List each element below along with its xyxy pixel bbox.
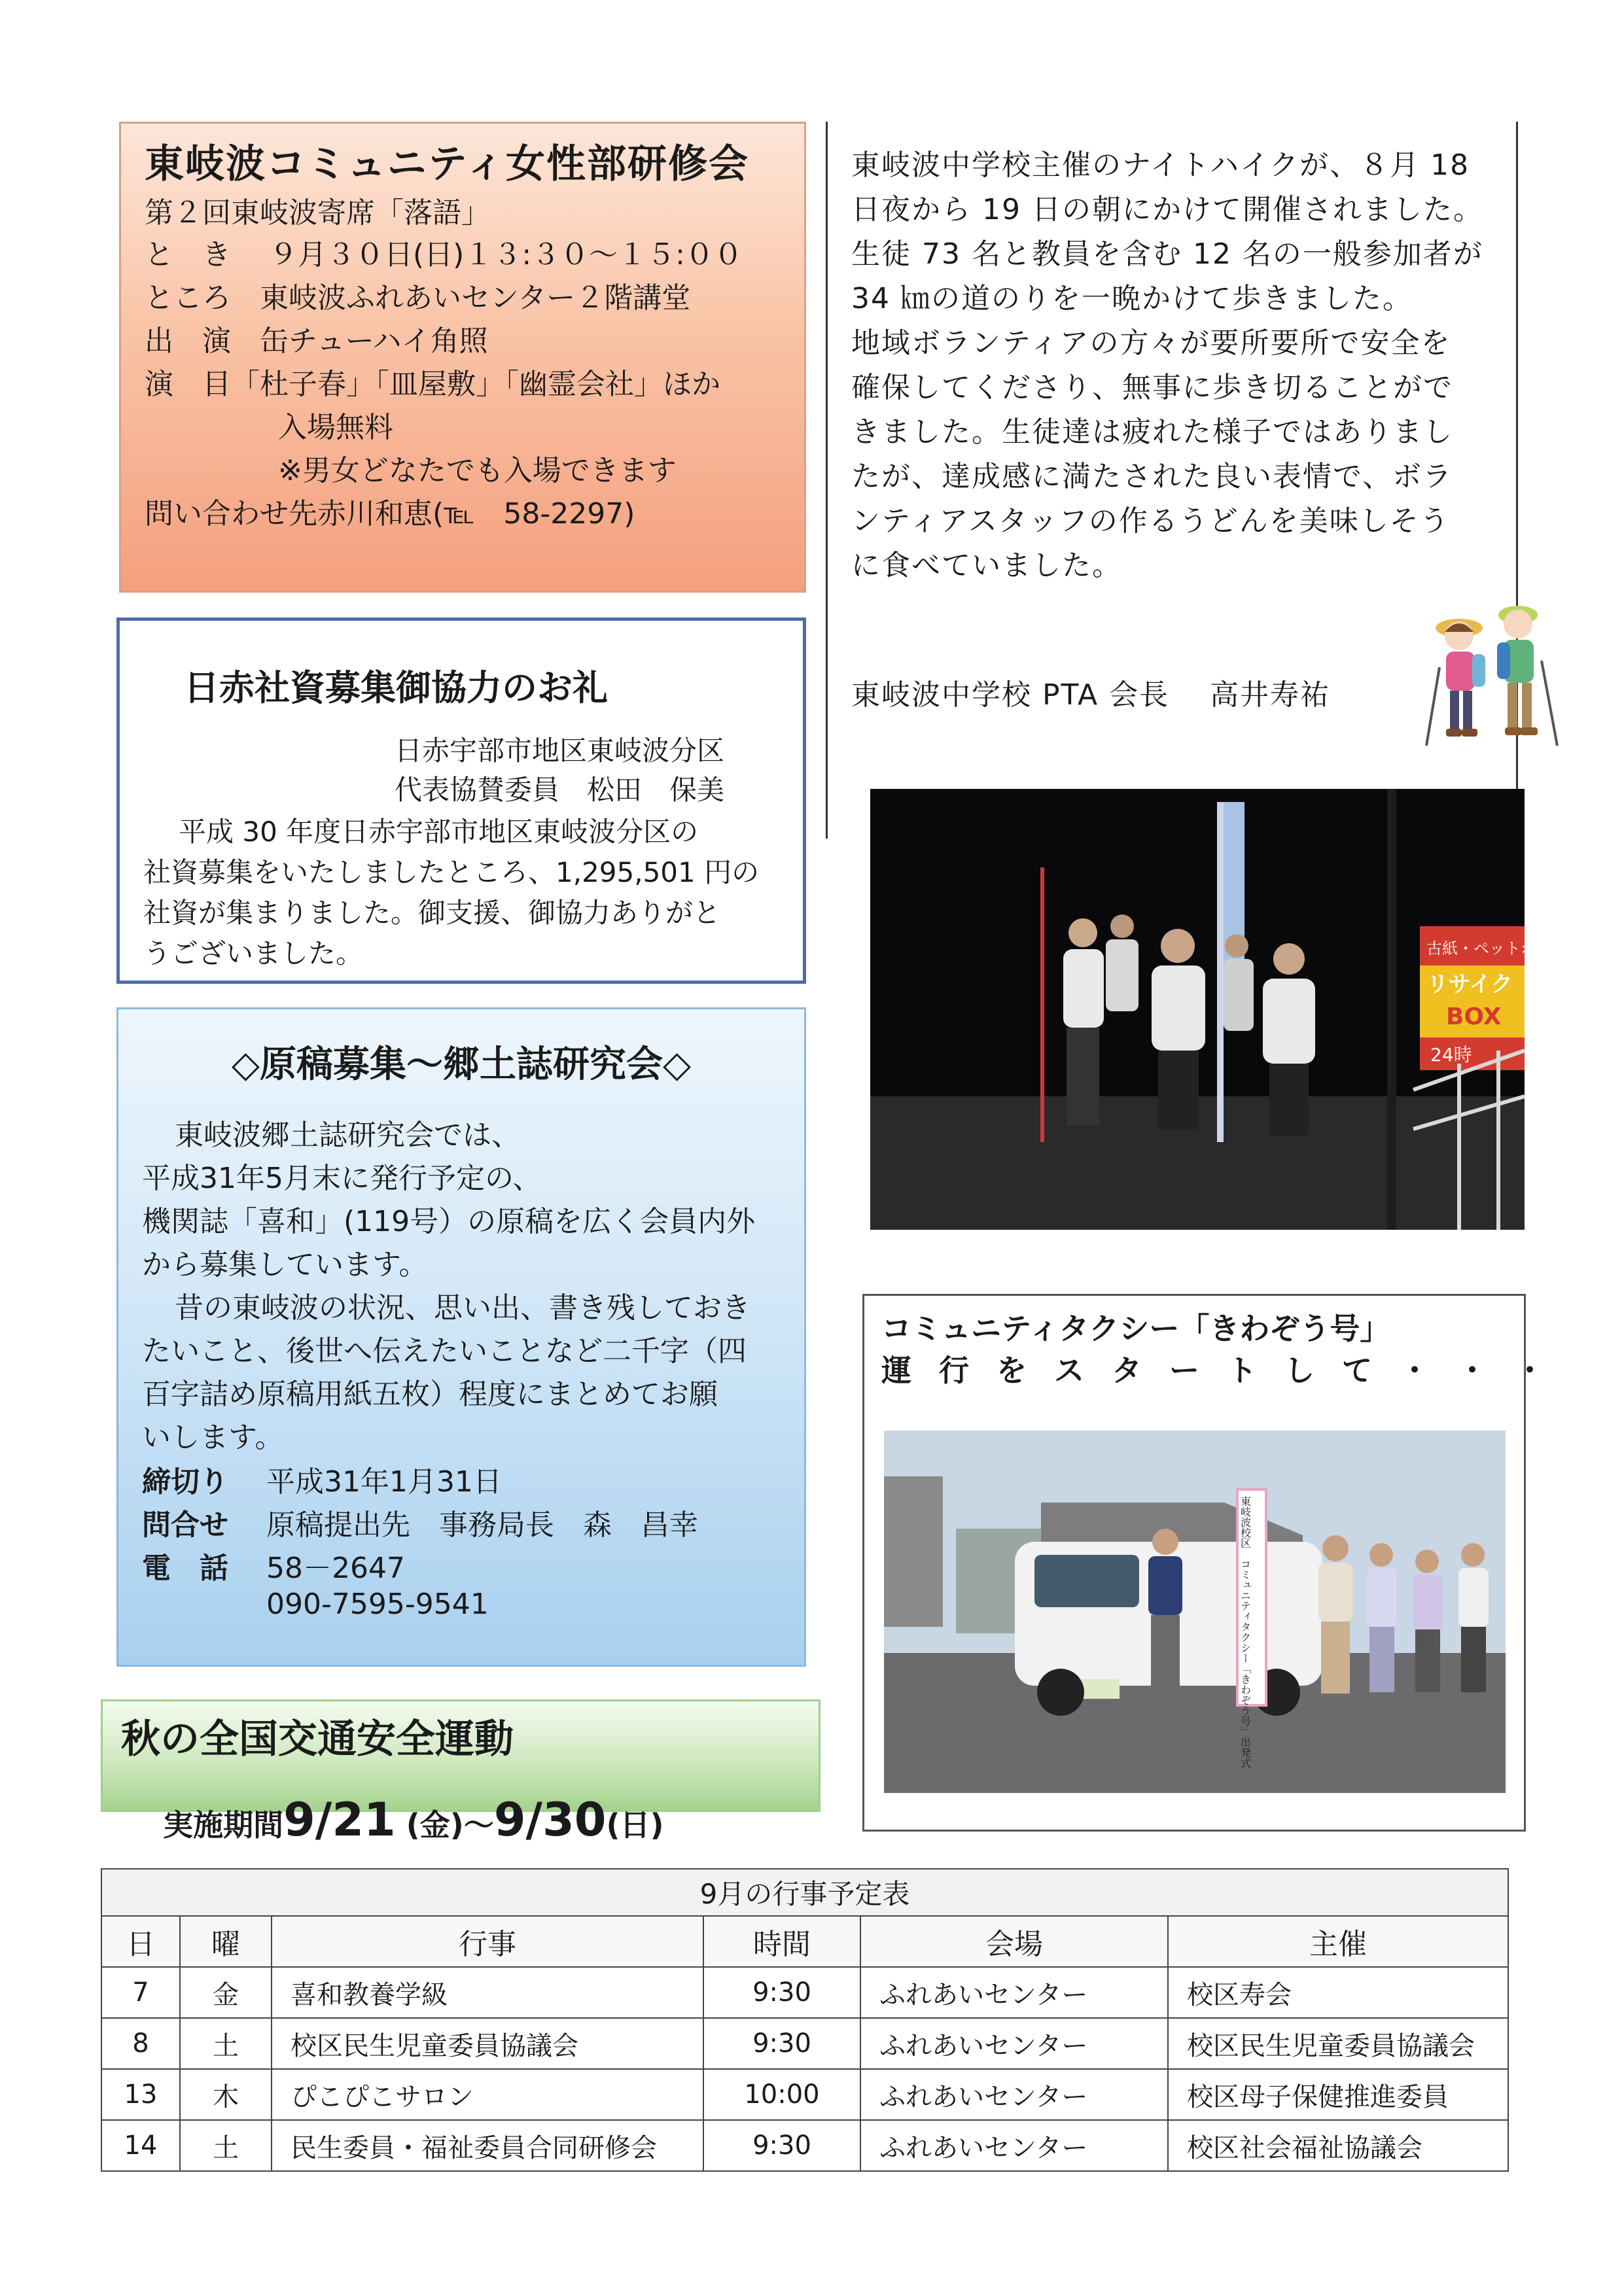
night-hike-photo-scene xyxy=(870,789,1568,1230)
night-hike-line: 確保してくださり、無事に歩き切ることがで xyxy=(851,371,1453,404)
header-host: 主催 xyxy=(1168,1916,1508,1967)
period-end-day: (日) xyxy=(606,1807,664,1843)
hiker-boy xyxy=(1497,606,1557,746)
cell-event: 民生委員・福祉委員合同研修会 xyxy=(272,2120,703,2171)
cell-day: 8 xyxy=(101,2018,180,2069)
women-training-box xyxy=(119,122,806,593)
night-hike-line: ンティアスタッフの作るうどんを美味しそう xyxy=(851,504,1450,538)
manuscript-body-line: 百字詰め原稿用紙五枚）程度にまとめてお願 xyxy=(142,1378,718,1411)
women-training-subtitle: 第２回東岐波寄席「落語」 xyxy=(145,196,490,230)
period-end: 9/30 xyxy=(493,1793,607,1847)
red-cross-rep: 代表協賛委員 松田 保美 xyxy=(395,774,725,806)
night-hike-line: 日夜から 19 日の朝にかけて開催されました。 xyxy=(851,193,1483,226)
cell-time: 10:00 xyxy=(703,2069,860,2120)
taxi-subtitle: 運行をスタートして・・・ xyxy=(881,1353,1572,1388)
cell-venue: ふれあいセンター xyxy=(860,2120,1168,2171)
cell-event: ぴこぴこサロン xyxy=(272,2069,703,2120)
women-training-contact: 問い合わせ先赤川和恵(℡ 58-2297) xyxy=(145,497,635,531)
cell-day: 14 xyxy=(101,2120,180,2171)
women-training-when: と き ９月３０日(日)１３:３０～１５:００ xyxy=(145,238,743,271)
manuscript-body-line: 昔の東岐波の状況、思い出、書き残しておき xyxy=(175,1291,750,1325)
taxi-photo xyxy=(884,1431,1506,1793)
cell-day: 13 xyxy=(101,2069,180,2120)
cell-weekday: 金 xyxy=(180,1967,272,2018)
sign-shop: 古紙・ペットボトル xyxy=(1426,939,1568,958)
table-row xyxy=(101,2018,1508,2069)
table-row xyxy=(101,2120,1508,2171)
night-hike-line: 東岐波中学校主催のナイトハイクが、８月 18 xyxy=(851,148,1470,182)
traffic-safety-period xyxy=(121,1758,664,1882)
schedule-caption: 9月の行事予定表 xyxy=(101,1869,1508,1916)
traffic-safety-box xyxy=(101,1699,821,1847)
cell-weekday: 土 xyxy=(180,2120,272,2171)
cell-time: 9:30 xyxy=(703,2120,860,2171)
cell-event: 喜和教養学級 xyxy=(272,1967,703,2018)
night-hike-line: に食べていました。 xyxy=(851,549,1122,582)
women-training-performer: 出 演 缶チューハイ角照 xyxy=(145,324,488,358)
phone-label: 電 話 xyxy=(142,1552,228,1585)
red-cross-body-line: 社資が集まりました。御支援、御協力ありがと xyxy=(143,897,721,929)
manuscript-body-line: から募集しています。 xyxy=(142,1248,428,1281)
phone-value-1: 58－2647 xyxy=(266,1552,405,1585)
hiker-girl xyxy=(1426,619,1485,746)
contact-value: 原稿提出先 事務局長 森 昌幸 xyxy=(266,1508,698,1542)
manuscript-title: ◇原稿募集～郷土誌研究会◇ xyxy=(231,1043,692,1086)
header-venue: 会場 xyxy=(860,1916,1168,1967)
women-training-admission: 入場無料 xyxy=(278,411,393,444)
period-label: 実施期間 xyxy=(163,1807,284,1843)
traffic-safety-title: 秋の全国交通安全運動 xyxy=(121,1716,514,1762)
header-weekday: 曜 xyxy=(180,1916,272,1967)
deadline-label: 締切り xyxy=(142,1465,228,1499)
night-hike-line: たが、達成感に満たされた良い表情で、ボラ xyxy=(851,460,1453,493)
cell-day: 7 xyxy=(101,1967,180,2018)
manuscript-box xyxy=(116,1007,806,1667)
night-hike-signature: 東岐波中学校 PTA 会長 高井寿祐 xyxy=(851,678,1331,712)
sign-hours: 24時 xyxy=(1430,1044,1472,1066)
women-training-program: 演 目「杜子春」「皿屋敷」「幽霊会社」ほか xyxy=(145,368,720,401)
cell-venue: ふれあいセンター xyxy=(860,1967,1168,2018)
community-taxi-box xyxy=(862,1294,1572,1832)
sign-recycle: リサイク xyxy=(1426,971,1513,998)
night-hike-line: 34 ㎞の道のりを一晩かけて歩きました。 xyxy=(851,282,1413,315)
sign-box: BOX xyxy=(1446,1003,1502,1030)
night-hike-photo xyxy=(870,789,1568,1230)
deadline-value: 平成31年1月31日 xyxy=(266,1465,502,1499)
table-row xyxy=(101,1967,1508,2018)
cell-host: 校区社会福祉協議会 xyxy=(1168,2120,1508,2171)
red-cross-body-line: 社資募集をいたしましたところ、1,295,501 円の xyxy=(143,856,760,888)
red-cross-body-line: うございました。 xyxy=(143,937,364,969)
period-start: 9/21 xyxy=(283,1793,396,1847)
red-cross-body-line: 平成 30 年度日赤宇部市地区東岐波分区の xyxy=(179,816,699,848)
cell-host: 校区寿会 xyxy=(1168,1967,1508,2018)
night-hike-line: 地域ボランティアの方々が要所要所で安全を xyxy=(851,326,1451,360)
cell-venue: ふれあいセンター xyxy=(860,2018,1168,2069)
table-row xyxy=(101,2069,1508,2120)
cell-weekday: 木 xyxy=(180,2069,272,2120)
cell-time: 9:30 xyxy=(703,1967,860,2018)
red-cross-org: 日赤宇部市地区東岐波分区 xyxy=(395,735,725,767)
cell-time: 9:30 xyxy=(703,2018,860,2069)
period-separator: ～ xyxy=(463,1807,494,1843)
manuscript-body-line: 平成31年5月末に発行予定の、 xyxy=(142,1162,542,1195)
cell-event: 校区民生児童委員協議会 xyxy=(272,2018,703,2069)
manuscript-body-line: 東岐波郷土誌研究会では、 xyxy=(175,1119,520,1152)
women-training-note: ※男女どなたでも入場できます xyxy=(278,454,677,487)
contact-label: 問合せ xyxy=(142,1508,228,1542)
taxi-title: コミュニティタクシー「きわぞう号」 xyxy=(881,1311,1390,1346)
cell-weekday: 土 xyxy=(180,2018,272,2069)
header-event: 行事 xyxy=(272,1916,703,1967)
cell-host: 校区母子保健推進委員 xyxy=(1168,2069,1508,2120)
cell-host: 校区民生児童委員協議会 xyxy=(1168,2018,1508,2069)
red-cross-title: 日赤社資募集御協力のお礼 xyxy=(184,667,608,708)
manuscript-body-line: たいこと、後世へ伝えたいことなど二千字（四 xyxy=(142,1334,747,1368)
event-schedule-table xyxy=(101,1868,1509,2172)
header-day: 日 xyxy=(101,1916,180,1967)
header-time: 時間 xyxy=(703,1916,860,1967)
women-training-where: ところ 東岐波ふれあいセンター２階講堂 xyxy=(145,281,691,315)
hikers-illustration xyxy=(1413,595,1564,759)
women-training-title: 東岐波コミュニティ女性部研修会 xyxy=(145,141,749,187)
red-cross-box xyxy=(116,617,806,984)
night-hike-line: 生徒 73 名と教員を含む 12 名の一般参加者が xyxy=(851,237,1483,271)
manuscript-body-line: 機関誌「喜和」(119号）の原稿を広く会員内外 xyxy=(142,1205,756,1238)
phone-value-2: 090-7595-9541 xyxy=(266,1588,489,1621)
night-hike-line: きました。生徒達は疲れた様子ではありまし xyxy=(851,415,1453,449)
taxi-banner: 東岐波校区 コミュニティタクシー「きわぞう号」出発式 xyxy=(1239,1496,1252,1768)
taxi-photo-scene xyxy=(884,1431,1506,1793)
manuscript-body-line: いします。 xyxy=(142,1421,284,1454)
cell-venue: ふれあいセンター xyxy=(860,2069,1168,2120)
period-start-day: (金) xyxy=(406,1807,464,1843)
